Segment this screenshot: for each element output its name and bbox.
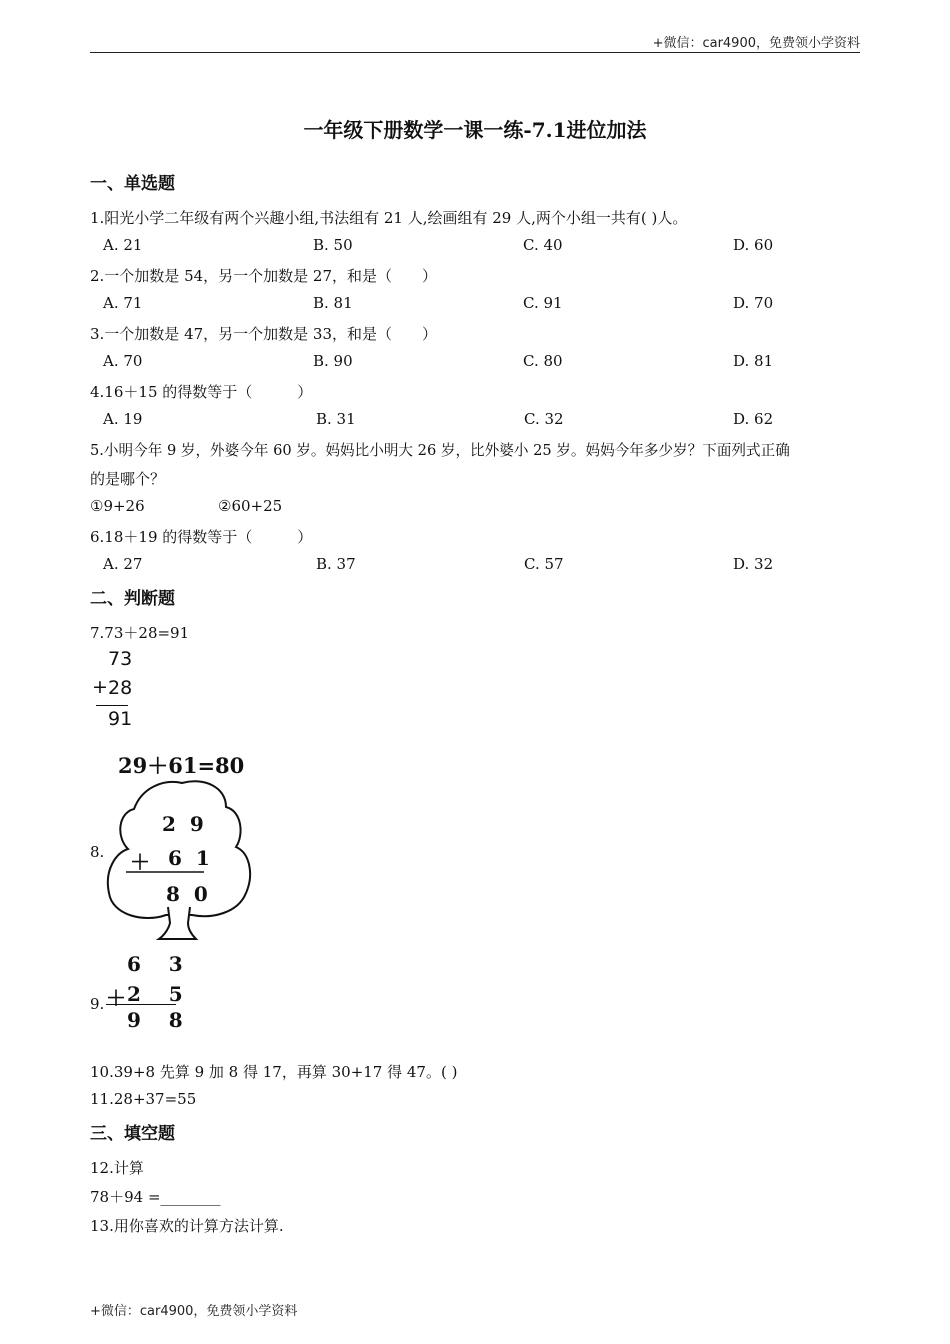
option-b: B. 31	[316, 410, 356, 428]
tree-second-number: 6 1	[168, 846, 210, 870]
question-10: 10.39+8 先算 9 加 8 得 17，再算 30+17 得 47。( )	[90, 1063, 458, 1081]
vertical-second-number: 28	[108, 677, 133, 699]
option-c: C. 80	[523, 352, 563, 370]
vertical-top-number: 73	[108, 648, 133, 670]
option-d: D. 70	[733, 294, 774, 312]
option-b: B. 90	[313, 352, 353, 370]
option-a: A. 21	[103, 236, 143, 254]
question-2: 2.一个加数是 54，另一个加数是 27，和是（ ）	[90, 267, 438, 285]
page-header	[90, 30, 860, 53]
tree-trunk	[159, 907, 196, 939]
question-4: 4.16＋15 的得数等于（ ）	[90, 383, 313, 401]
plus-sign: +	[92, 676, 108, 698]
question-5-line-2: 的是哪个？	[90, 470, 166, 488]
option-b: B. 81	[313, 294, 353, 312]
question-11: 11.28+37=55	[90, 1090, 197, 1108]
question-13: 13.用你喜欢的计算方法计算.	[90, 1217, 284, 1235]
option-c: C. 91	[523, 294, 563, 312]
option-c: C. 32	[524, 410, 564, 428]
question-9-label: 9.	[90, 995, 105, 1013]
page-footer: +微信：car4900，免费领小学资料	[90, 1304, 298, 1319]
question-7: 7.73＋28=91	[90, 624, 190, 642]
option-c: C. 57	[524, 555, 564, 573]
question-5-line-1: 5.小明今年 9 岁，外婆今年 60 岁。妈妈比小明大 26 岁，比外婆小 25 岁。妈妈今年多少岁？下面列式正确	[90, 442, 790, 459]
q9-result: 9 8	[127, 1008, 183, 1032]
q9-top-number: 6 3	[127, 952, 183, 976]
page-title: 一年级下册数学一课一练-7.1进位加法	[303, 118, 647, 142]
option-b: B. 50	[313, 236, 353, 254]
option-a: A. 19	[103, 410, 143, 428]
q9-second-number: 2 5	[127, 982, 183, 1006]
sum-line	[96, 705, 128, 706]
section-title-single-choice: 一、单选题	[90, 174, 175, 194]
vertical-result: 91	[108, 708, 133, 730]
tree-plus-sign: ＋	[130, 850, 150, 874]
option-a: A. 27	[103, 555, 143, 573]
question-12: 12.计算	[90, 1159, 144, 1177]
option-a: A. 70	[103, 352, 143, 370]
option-a: A. 71	[103, 294, 143, 312]
tree-result: 8 0	[166, 882, 208, 906]
option-d: D. 60	[733, 236, 774, 254]
header-text: +微信：car4900，免费领小学资料	[652, 36, 860, 51]
option-b: B. 37	[316, 555, 356, 573]
choice-2: ②60+25	[218, 497, 283, 515]
question-6: 6.18＋19 的得数等于（ ）	[90, 528, 313, 546]
tree-equation: 29＋61=80	[118, 753, 245, 778]
q9-sum-line	[106, 1004, 176, 1005]
option-d: D. 81	[733, 352, 774, 370]
question-3: 3.一个加数是 47，另一个加数是 33，和是（ ）	[90, 325, 438, 343]
option-d: D. 32	[733, 555, 774, 573]
question-1: 1.阳光小学二年级有两个兴趣小组,书法组有 21 人,绘画组有 29 人,两个小组一共有( )人。	[90, 209, 688, 227]
option-c: C. 40	[523, 236, 563, 254]
question-12-expression: 78＋94 =________	[90, 1188, 221, 1206]
section-title-fill-in: 三、填空题	[90, 1124, 175, 1144]
choice-1: ①9+26	[90, 497, 145, 515]
tree-top-number: 2 9	[162, 812, 204, 836]
option-d: D. 62	[733, 410, 774, 428]
q9-plus-sign: ＋	[106, 986, 126, 1010]
section-title-true-false: 二、判断题	[90, 589, 175, 609]
question-8-label: 8.	[90, 843, 105, 861]
